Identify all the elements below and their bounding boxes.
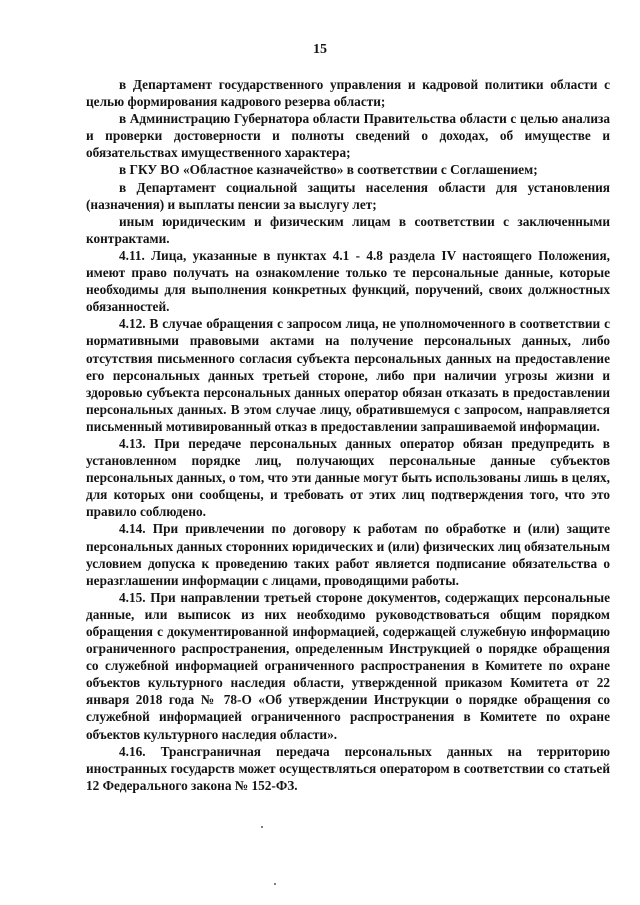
paragraph-4-11: 4.11. Лица, указанные в пунктах 4.1 - 4.8 раздела IV настоящего Положения, имеют право получать на ознакомление только те персональные данные, которые необходимы для выполнения конкретных функций, поручений, своих должностных обязанностей. bbox=[86, 247, 610, 315]
paragraph-recipient-governor-administration: в Администрацию Губернатора области Правительства области с целью анализа и проверки достоверности и полноты сведений о доходах, об имуществе и обязательствах имущественного характера; bbox=[86, 111, 610, 161]
paragraph-4-12: 4.12. В случае обращения с запросом лица, не уполномоченного в соответствии с нормативными правовыми актами на получение персональных данных, либо отсутствия письменного согласия субъекта персональных данных на предоставление его персональных данных третьей стороне, либо при наличии угрозы жизни и здоровью субъекта персональных данных оператор обязан отказать в предоставлении персональных данных. В этом случае лицу, обратившемуся с запросом, направляется письменный мотивированный отказ в предоставлении запрашиваемой информации. bbox=[86, 316, 610, 434]
document-body bbox=[86, 76, 610, 794]
scan-speck bbox=[274, 883, 276, 885]
paragraph-4-13: 4.13. При передаче персональных данных оператор обязан предупредить в установленном порядке лиц, получающих персональные данные субъектов персональных данных, о том, что эти данные могут быть использованы лишь в целях, для которых они сообщены, и требовать от этих лиц подтверждения того, что это правило соблюдено. bbox=[86, 435, 610, 520]
page-number: 15 bbox=[313, 42, 327, 57]
paragraph-recipient-personnel-department: в Департамент государственного управления и кадровой политики области с целью формирования кадрового резерва области; bbox=[86, 77, 610, 110]
paragraph-4-15: 4.15. При направлении третьей стороне документов, содержащих персональные данные, или выписок из них необходимо руководствоваться общим порядком обращения с документированной информацией, содержащей служебную информацию ограниченного распространения, определенным Инструкцией о порядке обращения со служебной информацией ограниченного распространения в Комитете по охране объектов культурного наследия области, утвержденной приказом Комитета от 22 января 2018 года № 78-О «Об утверждении Инструкции о порядке обращения со служебной информацией ограниченного распространения в Комитете по охране объектов культурного наследия области». bbox=[86, 589, 610, 742]
paragraph-4-16: 4.16. Трансграничная передача персональных данных на территорию иностранных государств может осуществляться оператором в соответствии со статьей 12 Федерального закона № 152-ФЗ. bbox=[86, 743, 610, 793]
paragraph-4-14: 4.14. При привлечении по договору к работам по обработке и (или) защите персональных данных сторонних юридических и (или) физических лиц обязательным условием допуска к проведению таких работ является подписание обязательства о неразглашении информации с лицами, проводящими работы. bbox=[86, 521, 610, 588]
scan-speck bbox=[261, 826, 263, 828]
paragraph-recipient-treasury: в ГКУ ВО «Областное казначейство» в соответствии с Соглашением; bbox=[119, 162, 538, 178]
paragraph-recipient-other-persons: иным юридическим и физическим лицам в соответствии с заключенными контрактами. bbox=[86, 213, 610, 246]
paragraph-recipient-social-protection: в Департамент социальной защиты населения области для установления (назначения) и выплаты пенсии за выслугу лет; bbox=[86, 179, 610, 212]
